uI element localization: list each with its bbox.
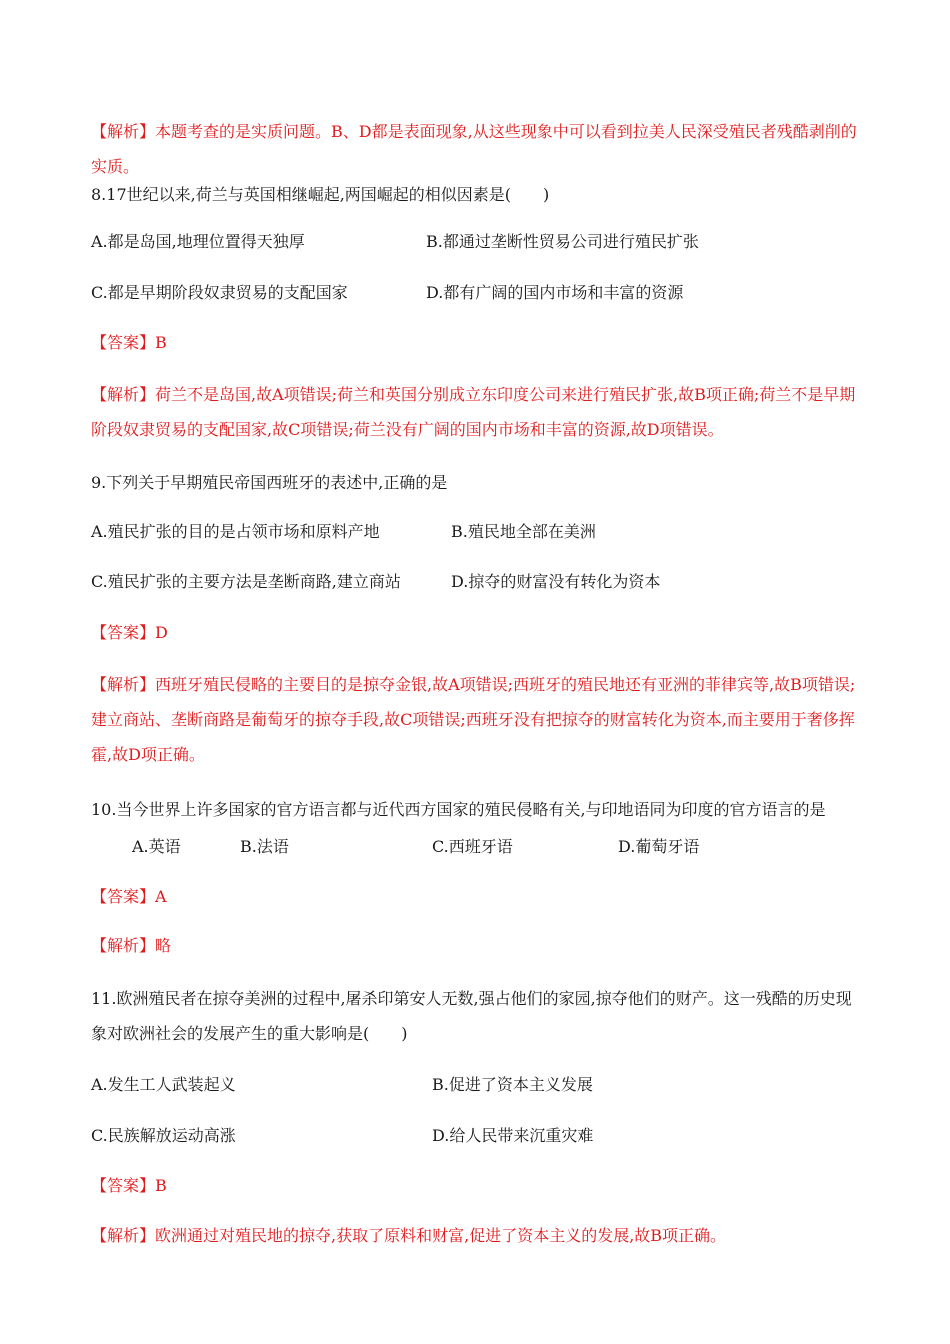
question-11-stem: 11.欧洲殖民者在掠夺美洲的过程中,屠杀印第安人无数,强占他们的家园,掠夺他们的财产。这一残酷的历史现象对欧洲社会的发展产生的重大影响是( ) (91, 989, 852, 1043)
q9-option-c: C.殖民扩张的主要方法是垄断商路,建立商站 (91, 572, 401, 591)
q8-option-b: B.都通过垄断性贸易公司进行殖民扩张 (426, 232, 699, 251)
analysis-text: 欧洲通过对殖民地的掠夺,获取了原料和财富,促进了资本主义的发展,故B项正确。 (155, 1226, 727, 1245)
analysis-label: 【解析】 (91, 675, 156, 694)
answer-label: 【答案】 (91, 887, 156, 906)
question-9-stem: 9.下列关于早期殖民帝国西班牙的表述中,正确的是 (91, 473, 448, 492)
q11-answer (91, 1175, 167, 1197)
q10-option-d: D.葡萄牙语 (618, 837, 700, 856)
analysis-text: 西班牙殖民侵略的主要目的是掠夺金银,故A项错误;西班牙的殖民地还有亚洲的菲律宾等,故B项错误;建立商站、垄断商路是葡萄牙的掠夺手段,故C项错误;西班牙没有把掠夺的财富转化为资本,而主要用于奢侈挥霍,故D项正确。 (91, 675, 856, 764)
answer-value: B (155, 1176, 167, 1195)
q8-analysis (91, 377, 861, 447)
q9-option-b: B.殖民地全部在美洲 (451, 522, 596, 541)
q9-analysis (91, 667, 861, 772)
q8-answer (91, 332, 167, 354)
question-8-stem: 8.17世纪以来,荷兰与英国相继崛起,两国崛起的相似因素是( ) (91, 185, 550, 204)
q8-option-d: D.都有广阔的国内市场和丰富的资源 (426, 283, 684, 302)
q11-option-d: D.给人民带来沉重灾难 (432, 1126, 594, 1145)
question-10-stem: 10.当今世界上许多国家的官方语言都与近代西方国家的殖民侵略有关,与印地语同为印度的官方语言的是 (91, 800, 826, 819)
q10-option-a: A.英语 (132, 837, 181, 856)
q10-option-b: B.法语 (240, 837, 289, 856)
answer-value: B (155, 333, 167, 352)
q10-answer (91, 886, 167, 908)
prev-analysis (91, 114, 861, 184)
q11-option-c: C.民族解放运动高涨 (91, 1126, 236, 1145)
analysis-label: 【解析】 (91, 385, 156, 404)
q11-option-a: A.发生工人武装起义 (91, 1075, 236, 1094)
q10-option-c: C.西班牙语 (432, 837, 513, 856)
q9-option-a: A.殖民扩张的目的是占领市场和原料产地 (91, 522, 380, 541)
q9-answer (91, 622, 168, 644)
q10-analysis (91, 935, 171, 957)
analysis-text: 略 (155, 936, 172, 955)
q11-analysis (91, 1225, 726, 1247)
answer-label: 【答案】 (91, 1176, 156, 1195)
analysis-text: 荷兰不是岛国,故A项错误;荷兰和英国分别成立东印度公司来进行殖民扩张,故B项正确;荷兰不是早期阶段奴隶贸易的支配国家,故C项错误;荷兰没有广阔的国内市场和丰富的资源,故D项错误。 (91, 385, 856, 439)
analysis-label: 【解析】 (91, 936, 156, 955)
answer-value: A (155, 887, 167, 906)
answer-value: D (155, 623, 168, 642)
analysis-label: 【解析】 (91, 1226, 156, 1245)
analysis-text: 本题考查的是实质问题。B、D都是表面现象,从这些现象中可以看到拉美人民深受殖民者残酷剥削的实质。 (91, 122, 857, 176)
answer-label: 【答案】 (91, 333, 156, 352)
q9-option-d: D.掠夺的财富没有转化为资本 (451, 572, 661, 591)
q11-option-b: B.促进了资本主义发展 (432, 1075, 593, 1094)
q8-option-c: C.都是早期阶段奴隶贸易的支配国家 (91, 283, 348, 302)
analysis-label: 【解析】 (91, 122, 156, 141)
q8-option-a: A.都是岛国,地理位置得天独厚 (91, 232, 305, 251)
answer-label: 【答案】 (91, 623, 156, 642)
